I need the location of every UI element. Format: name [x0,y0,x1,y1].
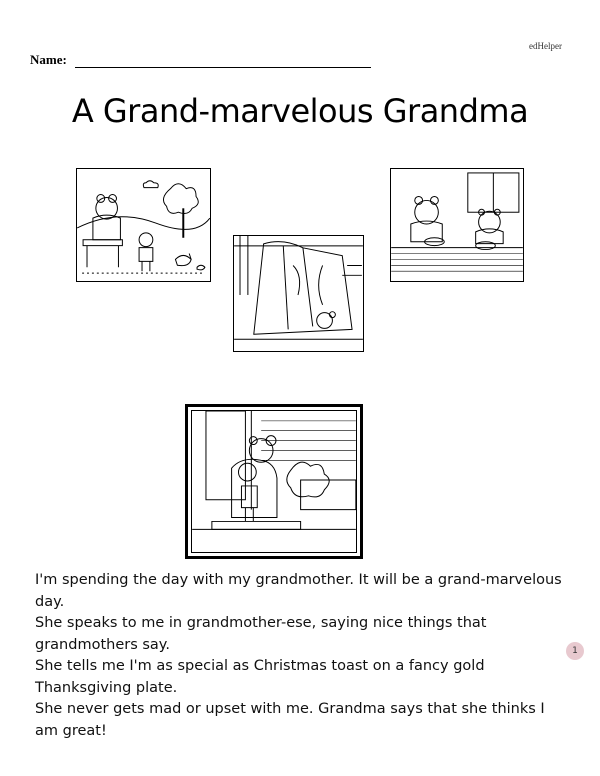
brand-label: edHelper [529,41,562,51]
story-line: She tells me I'm as special as Christmas toast on a fancy gold Thanksgiving plate. [35,658,485,696]
story-line: She speaks to me in grandmother-ese, saying nice things that grandmothers say. [35,615,487,653]
grandma-park-illustration [76,168,211,282]
breakfast-table-illustration [390,168,524,282]
name-label: Name: [30,52,67,67]
name-field-row [30,52,371,68]
story-line: She never gets mad or upset with me. Grandma says that she thinks I am great! [35,701,545,739]
page-title: A Grand-marvelous Grandma [71,92,529,130]
grandma-hug-illustration [185,404,363,559]
name-blank-line [75,55,371,68]
page-number-badge: 1 [566,642,584,660]
story-text [35,570,565,742]
tent-illustration [233,235,364,352]
story-line: I'm spending the day with my grandmother. It will be a grand-marvelous day. [35,572,562,610]
